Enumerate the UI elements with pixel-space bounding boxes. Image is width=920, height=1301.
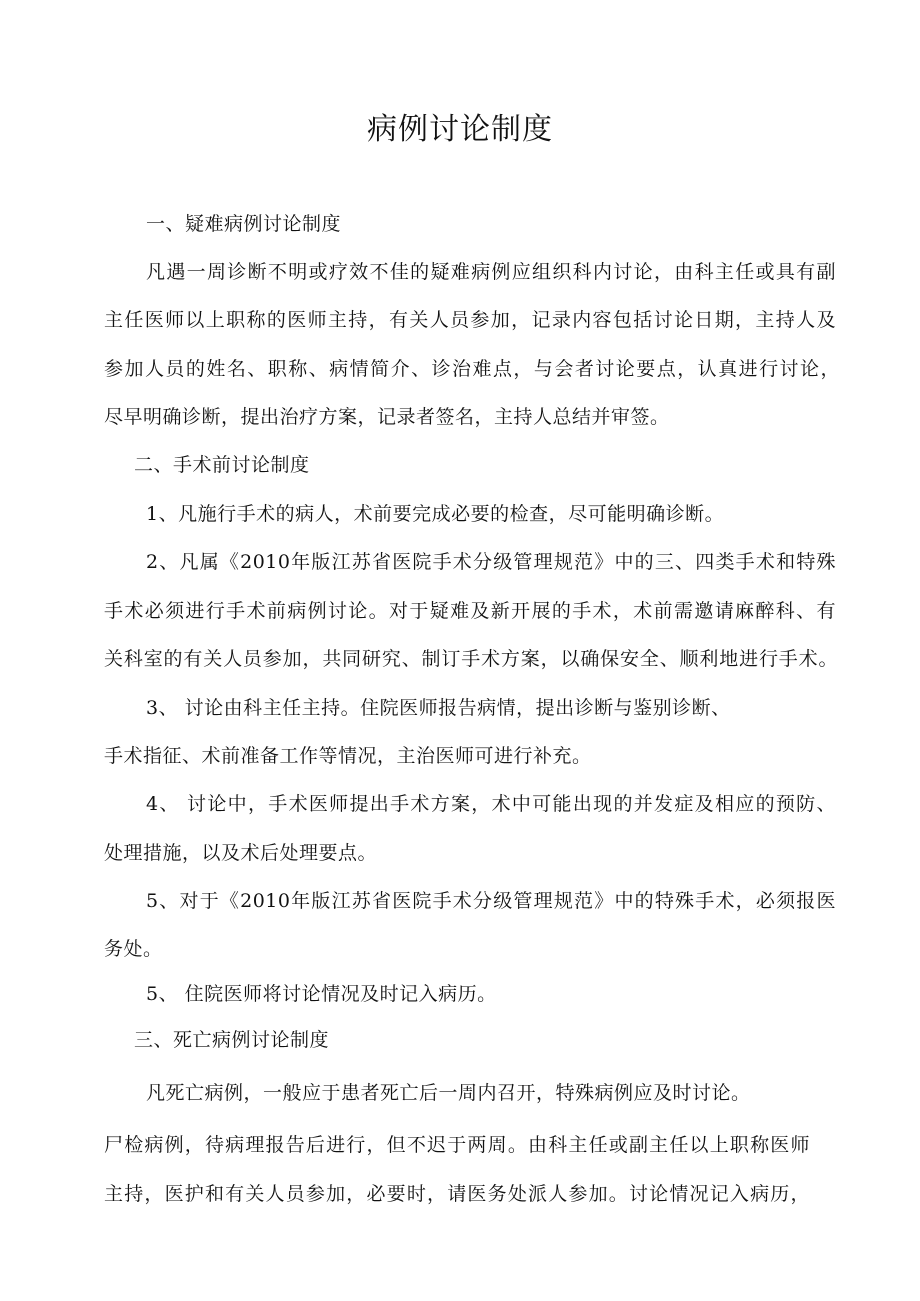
list-item-1: 1、凡施行手术的病人，术前要完成必要的检查，尽可能明确诊断。 (146, 503, 725, 525)
paragraph-line: 主持，医护和有关人员参加，必要时，请医务处派人参加。讨论情况记入病历， (104, 1183, 810, 1205)
document-title: 病例讨论制度 (367, 112, 553, 147)
paragraph-line: 务处。 (104, 938, 163, 960)
paragraph-line: 凡死亡病例，一般应于患者死亡后一周内召开，特殊病例应及时讨论。 (146, 1082, 751, 1104)
list-item-5: 5、对于《2010年版江苏省医院手术分级管理规范》中的特殊手术，必须报医 (146, 890, 836, 912)
list-item-3: 3、 讨论由科主任主持。住院医师报告病情，提出诊断与鉴别诊断、 (146, 697, 731, 719)
paragraph-line: 尽早明确诊断，提出治疗方案，记录者签名，主持人总结并审签。 (104, 406, 670, 428)
paragraph-line: 凡遇一周诊断不明或疗效不佳的疑难病例应组织科内讨论，由科主任或具有副 (146, 261, 836, 283)
paragraph-line: 处理措施，以及术后处理要点。 (104, 842, 378, 864)
section-heading-preoperative: 二、手术前讨论制度 (134, 454, 310, 476)
paragraph-line: 手术指征、术前准备工作等情况，主治医师可进行补充。 (104, 745, 592, 767)
paragraph-line: 手术必须进行手术前病例讨论。对于疑难及新开展的手术，术前需邀请麻醉科、有 (104, 600, 836, 622)
paragraph-line: 参加人员的姓名、职称、病情简介、诊治难点，与会者讨论要点，认真进行讨论， (104, 358, 840, 380)
list-item-4: 4、 讨论中，手术医师提出手术方案，术中可能出现的并发症及相应的预防、 (146, 793, 836, 815)
list-item-2: 2、凡属《2010年版江苏省医院手术分级管理规范》中的三、四类手术和特殊 (146, 551, 836, 573)
paragraph-line: 主任医师以上职称的医师主持，有关人员参加，记录内容包括讨论日期，主持人及 (104, 309, 836, 331)
section-heading-death-cases: 三、死亡病例讨论制度 (134, 1029, 330, 1051)
list-item-5b: 5、 住院医师将讨论情况及时记入病历。 (146, 983, 497, 1005)
paragraph-line: 尸检病例，待病理报告后进行，但不迟于两周。由科主任或副主任以上职称医师 (104, 1134, 810, 1156)
section-heading-difficult-cases: 一、疑难病例讨论制度 (146, 213, 342, 235)
paragraph-line: 关科室的有关人员参加，共同研究、制订手术方案，以确保安全、顺利地进行手术。 (104, 648, 838, 670)
